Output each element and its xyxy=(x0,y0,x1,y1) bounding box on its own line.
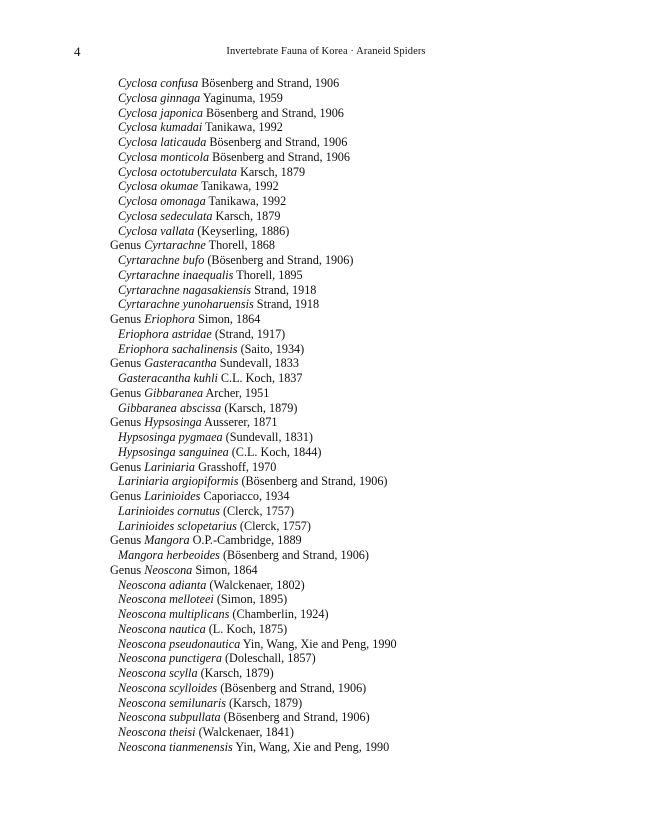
taxon-authority: (Doleschall, 1857) xyxy=(221,651,316,666)
taxon-name: Hypsosinga sanguinea xyxy=(118,444,229,459)
taxon-name: Larinioides sclopetarius xyxy=(118,518,237,533)
genus-entry xyxy=(0,312,652,327)
genus-prefix: Genus xyxy=(110,356,145,371)
species-entry xyxy=(0,740,652,755)
taxon-authority: Karsch, 1879 xyxy=(237,164,306,179)
taxon-authority: (C.L. Koch, 1844) xyxy=(228,444,322,459)
taxon-authority: Bösenberg and Strand, 1906 xyxy=(209,149,350,164)
taxon-authority: Sundevall, 1833 xyxy=(216,356,299,371)
taxon-name: Cyclosa kumadai xyxy=(118,120,203,135)
taxon-name: Cyrtarachne xyxy=(144,238,206,253)
taxon-name: Cyclosa vallata xyxy=(118,223,195,238)
taxon-name: Cyrtarachne yunoharuensis xyxy=(118,297,254,312)
genus-prefix: Genus xyxy=(110,385,145,400)
taxon-authority: Thorell, 1868 xyxy=(205,238,275,253)
species-entry xyxy=(0,666,652,681)
species-entry xyxy=(0,651,652,666)
taxon-authority: Tanikawa, 1992 xyxy=(198,179,279,194)
genus-entry xyxy=(0,563,652,578)
taxon-name: Neoscona multiplicans xyxy=(118,607,230,621)
taxon-authority: (Bösenberg and Strand, 1906) xyxy=(217,680,367,695)
taxon-authority: (Karsch, 1879) xyxy=(226,695,303,710)
taxon-name: Cyclosa okumae xyxy=(118,179,199,194)
genus-prefix: Genus xyxy=(110,562,145,577)
genus-prefix: Genus xyxy=(110,312,145,326)
page-number: 4 xyxy=(74,44,81,59)
species-entry xyxy=(0,283,652,298)
taxon-authority: (Bösenberg and Strand, 1906) xyxy=(220,710,370,725)
species-entry xyxy=(0,696,652,711)
species-entry xyxy=(0,106,652,121)
taxon-name: Larinioides xyxy=(144,489,201,503)
taxon-name: Hypsosinga xyxy=(144,415,202,430)
species-entry xyxy=(0,209,652,224)
taxon-name: Gibbaranea abscissa xyxy=(118,400,222,415)
taxon-authority: (Saito, 1934) xyxy=(237,341,305,356)
taxon-name: Neoscona adianta xyxy=(118,577,207,592)
genus-entry xyxy=(0,533,652,548)
taxon-name: Neoscona theisi xyxy=(118,725,196,739)
taxon-authority: Karsch, 1879 xyxy=(212,208,281,223)
species-entry xyxy=(0,165,652,180)
running-title: Invertebrate Fauna of Korea · Araneid Spiders xyxy=(226,46,426,57)
taxon-authority: (Walckenaer, 1802) xyxy=(206,577,305,592)
taxon-name: Gasteracantha xyxy=(144,356,217,371)
taxon-list xyxy=(0,76,652,755)
taxon-authority: (Bösenberg and Strand, 1906) xyxy=(238,474,388,489)
taxon-name: Eriophora astridae xyxy=(118,326,212,341)
taxon-name: Neoscona scylla xyxy=(118,666,198,680)
species-entry xyxy=(0,179,652,194)
taxon-name: Neoscona scylloides xyxy=(118,680,218,695)
species-entry xyxy=(0,578,652,593)
taxon-authority: (Simon, 1895) xyxy=(213,592,288,607)
species-entry xyxy=(0,504,652,519)
genus-entry xyxy=(0,460,652,475)
taxon-name: Neoscona pseudonautica xyxy=(118,636,241,651)
species-entry xyxy=(0,474,652,489)
taxon-name: Neoscona xyxy=(144,562,193,577)
taxon-name: Mangora herbeoides xyxy=(118,548,220,562)
species-entry xyxy=(0,548,652,563)
species-entry xyxy=(0,120,652,135)
taxon-authority: (Karsch, 1879) xyxy=(197,666,274,680)
taxon-name: Eriophora sachalinensis xyxy=(118,341,238,356)
taxon-name: Neoscona nautica xyxy=(118,621,206,636)
taxon-name: Cyrtarachne inaequalis xyxy=(118,267,234,282)
taxon-name: Cyclosa laticauda xyxy=(118,135,207,149)
genus-entry xyxy=(0,238,652,253)
taxon-authority: Bösenberg and Strand, 1906 xyxy=(202,105,344,120)
taxon-name: Larinioides cornutus xyxy=(118,503,220,518)
genus-prefix: Genus xyxy=(110,415,145,430)
species-entry xyxy=(0,607,652,622)
taxon-authority: Bösenberg and Strand, 1906 xyxy=(206,135,348,149)
taxon-authority: O.P.-Cambridge, 1889 xyxy=(189,533,302,548)
taxon-authority: Ausserer, 1871 xyxy=(201,415,278,430)
taxon-name: Neoscona semilunaris xyxy=(118,695,226,710)
genus-prefix: Genus xyxy=(110,459,145,474)
taxon-authority: Archer, 1951 xyxy=(203,385,270,400)
species-entry xyxy=(0,637,652,652)
genus-entry xyxy=(0,356,652,371)
taxon-authority: Tanikawa, 1992 xyxy=(202,120,283,135)
taxon-authority: Caporiacco, 1934 xyxy=(200,489,290,503)
species-entry xyxy=(0,622,652,637)
taxon-authority: (Clerck, 1757) xyxy=(219,503,295,518)
taxon-name: Mangora xyxy=(144,533,190,548)
genus-prefix: Genus xyxy=(110,489,145,503)
taxon-name: Cyclosa japonica xyxy=(118,105,203,120)
taxon-authority: Strand, 1918 xyxy=(251,282,317,297)
species-entry xyxy=(0,91,652,106)
taxon-name: Cyclosa sedeculata xyxy=(118,208,213,223)
taxon-authority: Yin, Wang, Xie and Peng, 1990 xyxy=(240,636,397,651)
genus-entry xyxy=(0,415,652,430)
species-entry xyxy=(0,371,652,386)
species-entry xyxy=(0,150,652,165)
taxon-name: Neoscona subpullata xyxy=(118,710,221,725)
taxon-name: Lariniaria xyxy=(144,459,196,474)
species-entry xyxy=(0,224,652,239)
species-entry xyxy=(0,430,652,445)
taxon-authority: Tanikawa, 1992 xyxy=(205,194,287,208)
genus-prefix: Genus xyxy=(110,533,145,548)
species-entry xyxy=(0,194,652,209)
taxon-authority: Thorell, 1895 xyxy=(233,267,303,282)
taxon-authority: (Walckenaer, 1841) xyxy=(195,725,294,739)
species-entry xyxy=(0,327,652,342)
species-entry xyxy=(0,268,652,283)
taxon-authority: (Chamberlin, 1924) xyxy=(229,607,329,621)
taxon-authority: C.L. Koch, 1837 xyxy=(217,371,303,385)
taxon-authority: (Keyserling, 1886) xyxy=(194,223,290,238)
taxon-name: Cyclosa ginnaga xyxy=(118,90,201,105)
taxon-name: Cyrtarachne nagasakiensis xyxy=(118,282,252,297)
species-entry xyxy=(0,710,652,725)
taxon-authority: Yin, Wang, Xie and Peng, 1990 xyxy=(232,739,390,754)
taxon-name: Cyrtarachne bufo xyxy=(118,253,205,267)
taxon-authority: (Karsch, 1879) xyxy=(221,400,298,415)
taxon-authority: Simon, 1864 xyxy=(192,562,258,577)
taxon-name: Hypsosinga pygmaea xyxy=(118,430,223,444)
taxon-authority: (Bösenberg and Strand, 1906) xyxy=(204,253,354,267)
taxon-authority: (Strand, 1917) xyxy=(211,326,286,341)
taxon-name: Cyclosa octotuberculata xyxy=(118,164,238,179)
species-entry xyxy=(0,401,652,416)
taxon-authority: (L. Koch, 1875) xyxy=(205,621,288,636)
species-entry xyxy=(0,342,652,357)
taxon-name: Neoscona melloteei xyxy=(118,592,214,607)
species-entry xyxy=(0,681,652,696)
taxon-authority: Simon, 1864 xyxy=(195,312,261,326)
taxon-authority: (Sundevall, 1831) xyxy=(222,430,313,444)
species-entry xyxy=(0,253,652,268)
taxon-name: Gibbaranea xyxy=(144,385,204,400)
species-entry xyxy=(0,725,652,740)
taxon-authority: Yaginuma, 1959 xyxy=(200,90,283,105)
taxon-name: Cyclosa monticola xyxy=(118,149,210,164)
taxon-name: Neoscona tianmenensis xyxy=(118,739,233,754)
species-entry xyxy=(0,445,652,460)
taxon-authority: Strand, 1918 xyxy=(253,297,320,312)
species-entry xyxy=(0,519,652,534)
taxon-name: Eriophora xyxy=(144,312,195,326)
taxon-name: Gasteracantha kuhli xyxy=(118,371,218,385)
species-entry xyxy=(0,135,652,150)
taxon-name: Cyclosa omonaga xyxy=(118,194,206,208)
genus-prefix: Genus xyxy=(110,238,145,253)
taxon-authority: Bösenberg and Strand, 1906 xyxy=(198,76,340,90)
taxon-authority: (Bösenberg and Strand, 1906) xyxy=(219,548,369,562)
page-header xyxy=(0,44,652,60)
taxon-authority: (Clerck, 1757) xyxy=(236,518,311,533)
species-entry xyxy=(0,76,652,91)
taxon-name: Neoscona punctigera xyxy=(118,651,222,666)
taxon-name: Cyclosa confusa xyxy=(118,76,199,90)
species-entry xyxy=(0,297,652,312)
species-entry xyxy=(0,592,652,607)
genus-entry xyxy=(0,489,652,504)
taxon-authority: Grasshoff, 1970 xyxy=(195,459,277,474)
taxon-name: Lariniaria argiopiformis xyxy=(118,474,239,489)
genus-entry xyxy=(0,386,652,401)
